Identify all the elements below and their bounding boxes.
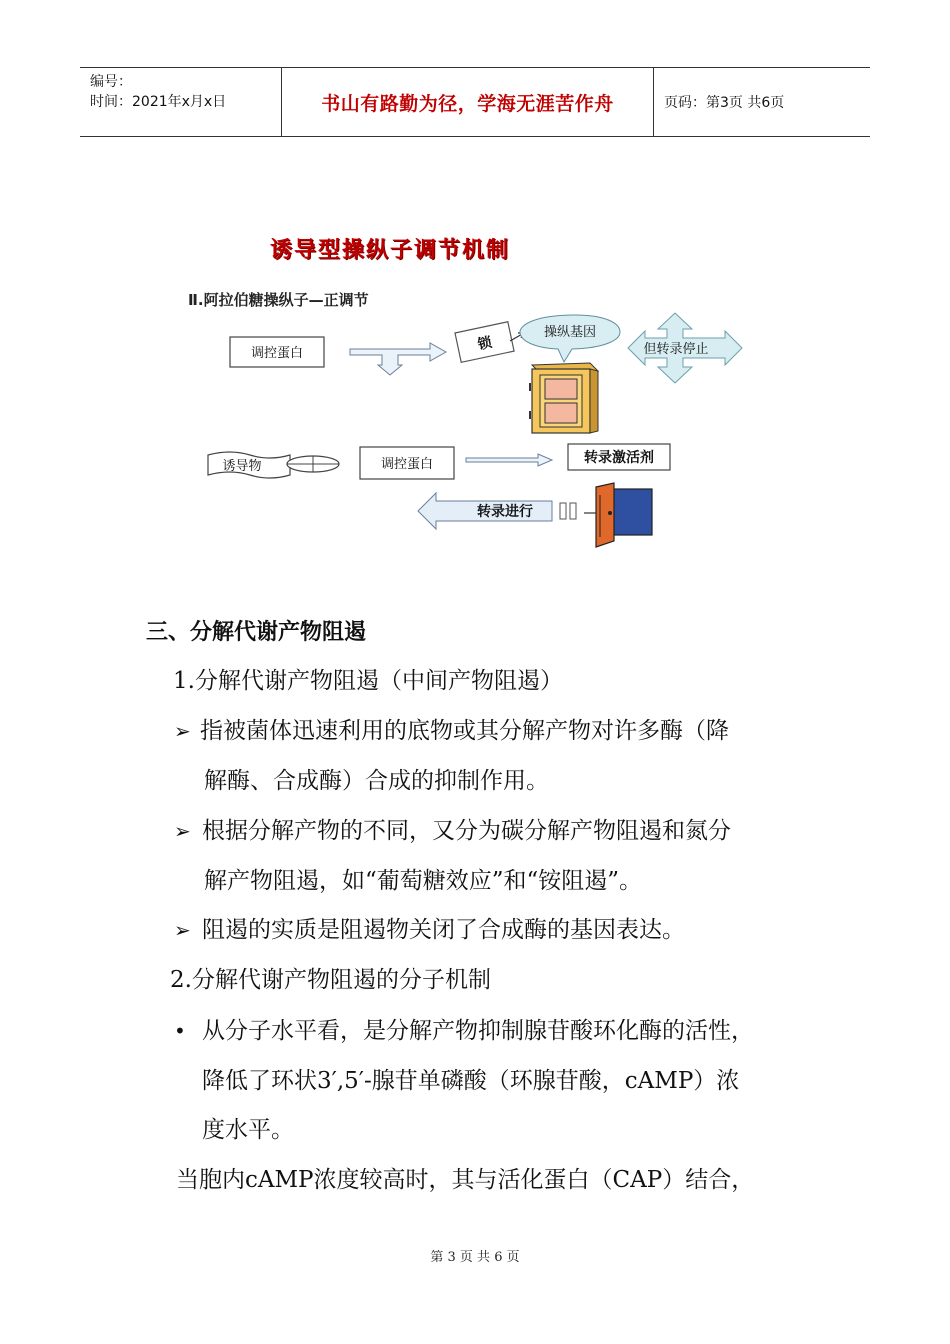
paragraph: 当胞内cAMP浓度较高时，其与活化蛋白（CAP）结合， — [176, 1167, 755, 1193]
bullet-dot-1: • — [174, 1019, 186, 1043]
bullet-arrow-2: ➢ — [174, 819, 191, 843]
dot1-line2: 降低了环状3′,5′-腺苷单磷酸（环腺苷酸，cAMP）浓 — [202, 1068, 740, 1094]
section-heading: 三、分解代谢产物阻遏 — [146, 620, 367, 645]
diagram-graphics — [180, 225, 760, 560]
dot1-line1: 从分子水平看，是分解产物抑制腺苷酸环化酶的活性， — [202, 1018, 754, 1044]
transcription-stop-arrow — [628, 313, 742, 383]
lock-box — [455, 322, 514, 363]
subheading-2: 2.分解代谢产物阻遏的分子机制 — [170, 967, 491, 993]
page-header — [80, 67, 870, 137]
transcription-proceeds-label: 转录进行 — [477, 504, 533, 520]
header-meta — [80, 68, 282, 136]
regulator-top-label: 调控蛋白 — [250, 346, 304, 361]
regulator-box-top — [230, 337, 324, 367]
activator-box — [568, 444, 670, 470]
diagram-subtitle: Ⅱ.阿拉伯糖操纵子—正调节 — [188, 291, 369, 309]
inducer-label: 诱导物 — [222, 459, 262, 474]
bullet-arrow-1: ➢ — [174, 719, 191, 743]
closed-door-icon — [530, 363, 598, 433]
bullet2-line2: 解产物阻遏，如“葡萄糖效应”和“铵阻遏”。 — [204, 868, 643, 894]
operon-diagram — [180, 225, 760, 560]
open-door-icon — [584, 483, 652, 547]
lock-label: 锁 — [476, 334, 494, 354]
binding-ellipse — [287, 456, 339, 472]
operator-gene-label: 操纵基因 — [543, 325, 597, 340]
regulator-bottom-label: 调控蛋白 — [380, 457, 434, 472]
regulator-box-bottom — [360, 447, 454, 479]
diagram-title: 诱导型操纵子调节机制 — [270, 238, 511, 263]
transcription-proceeds-arrow — [418, 493, 552, 529]
header-motto: 书山有路勤为径，学海无涯苦作舟 — [282, 68, 654, 136]
header-date: 时间：2021年x月x日 — [90, 94, 227, 110]
dot1-line3: 度水平。 — [202, 1117, 294, 1143]
bullet1-line2: 解酶、合成酶）合成的抑制作用。 — [204, 768, 549, 794]
bullet-arrow-3: ➢ — [174, 918, 191, 942]
header-serial: 编号： — [90, 74, 132, 90]
activator-label: 转录激活剂 — [584, 450, 654, 466]
operator-gene-bubble — [520, 315, 620, 362]
subheading-1: 1.分解代谢产物阻遏（中间产物阻遏） — [173, 668, 563, 694]
bullet1-line1: 指被菌体迅速利用的底物或其分解产物对许多酶（降 — [200, 718, 729, 744]
bullet2-line1: 根据分解产物的不同，又分为碳分解产物阻遏和氮分 — [202, 818, 731, 844]
transcription-stop-label: 但转录停止 — [643, 342, 709, 357]
header-page-info: 页码：第3页 共6页 — [664, 95, 785, 111]
bullet3-line1: 阻遏的实质是阻遏物关闭了合成酶的基因表达。 — [202, 917, 685, 943]
page-footer: 第 3 页 共 6 页 — [430, 1250, 520, 1265]
inducer-box — [208, 452, 290, 478]
long-arrow — [466, 454, 552, 466]
split-arrow — [350, 343, 446, 375]
